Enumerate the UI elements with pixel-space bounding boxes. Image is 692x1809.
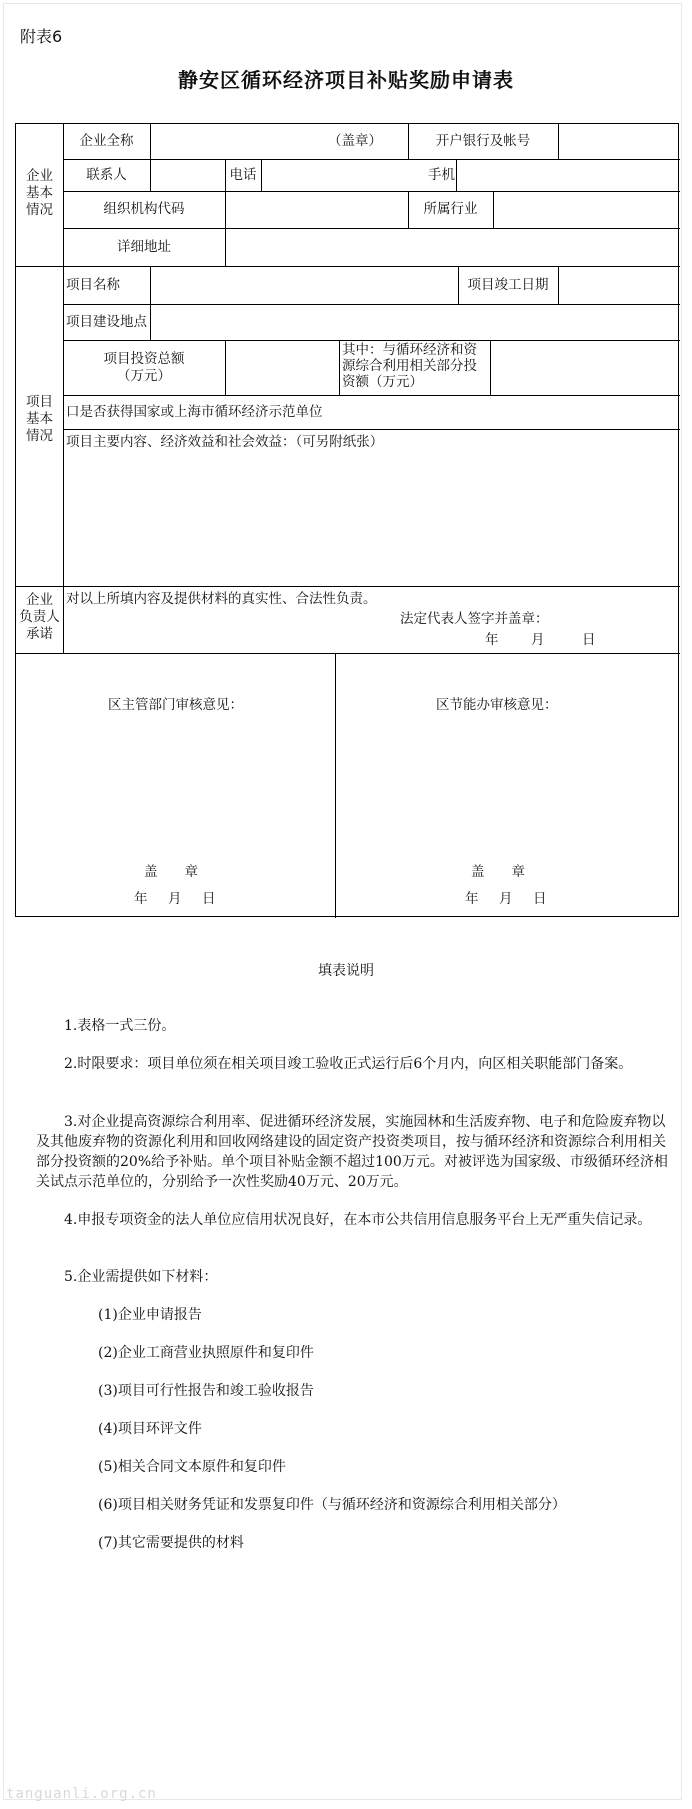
phone-label: 电话 (229, 167, 257, 183)
section-project-info: 项目 基本 情况 (26, 394, 53, 444)
form-title: 静安区循环经济项目补贴奖励申请表 (178, 68, 514, 92)
commitment-statement: 对以上所填内容及提供材料的真实性、合法性负责。 (66, 591, 377, 607)
project-location-label: 项目建设地点 (66, 314, 147, 330)
energy-office-review-month: 月 (499, 891, 513, 907)
material-item: (2)企业工商营业执照原件和复印件 (98, 1345, 314, 1361)
org-code-label: 组织机构代码 (103, 201, 185, 217)
total-investment-label: 项目投资总额 （万元） (103, 351, 185, 384)
instruction-item: 5.企业需提供如下材料： (64, 1269, 218, 1285)
instruction-item: 4.申报专项资金的法人单位应信用状况良好，在本市公共信用信息服务平台上无严重失信记录。 (64, 1212, 652, 1228)
address-label: 详细地址 (117, 239, 171, 255)
material-item: (3)项目可行性报告和竣工验收报告 (98, 1383, 314, 1399)
commitment-year: 年 (485, 632, 499, 648)
material-item: (7)其它需要提供的材料 (98, 1535, 244, 1551)
district-seal-label: 盖 章 (144, 864, 198, 880)
material-item: (6)项目相关财务凭证和发票复印件（与循环经济和资源综合利用相关部分） (98, 1497, 566, 1513)
material-item: (5)相关合同文本原件和复印件 (98, 1459, 286, 1475)
demo-unit-checkbox-label[interactable]: 口是否获得国家或上海市循环经济示范单位 (66, 404, 323, 420)
section-commitment: 企业 负责人 承诺 (19, 592, 60, 642)
district-review-year: 年 (134, 891, 148, 907)
energy-office-review-year: 年 (465, 891, 479, 907)
project-name-label: 项目名称 (66, 277, 120, 293)
instruction-item: 3.对企业提高资源综合利用率、促进循环经济发展，实施园林和生活废弃物、电子和危险废弃物以及其他废弃物的资源化利用和回收网络建设的固定资产投资类项目，按与循环经济和资源综合利用相关部分投资额的20%给予补贴。单个项目补贴金额不超过100万元。对被评选为国家级、市级循环经济相关试点示范单位的，分别给予一次性奖励40万元、20万元。 (36, 1114, 668, 1190)
district-dept-review-label: 区主管部门审核意见： (108, 697, 243, 713)
industry-label: 所属行业 (423, 201, 478, 217)
appendix-label: 附表6 (20, 27, 63, 46)
commitment-month: 月 (531, 632, 545, 648)
enterprise-name-label: 企业全称 (79, 133, 134, 149)
instructions-heading: 填表说明 (318, 963, 374, 979)
material-item: (1)企业申请报告 (98, 1307, 202, 1323)
district-review-month: 月 (168, 891, 182, 907)
material-item: (4)项目环评文件 (98, 1421, 202, 1437)
energy-office-seal-label: 盖 章 (471, 864, 525, 880)
commitment-day: 日 (582, 632, 596, 648)
watermark: tanguanli.org.cn (6, 1786, 157, 1802)
legal-rep-sign-label: 法定代表人签字并盖章： (400, 611, 549, 627)
circular-investment-label: 其中：与循环经济和资源综合利用相关部分投资额（万元） (342, 342, 477, 390)
completion-date-label: 项目竣工日期 (467, 277, 549, 293)
energy-office-review-label: 区节能办审核意见： (436, 697, 558, 713)
application-form-table (15, 123, 679, 917)
project-content-label: 项目主要内容、经济效益和社会效益：（可另附纸张） (66, 434, 384, 450)
seal-hint: （盖章） (328, 133, 382, 149)
instruction-item: 1.表格一式三份。 (64, 1018, 176, 1034)
energy-office-review-day: 日 (533, 891, 547, 907)
bank-account-label: 开户银行及帐号 (435, 133, 531, 149)
district-review-day: 日 (202, 891, 216, 907)
instruction-item: 2.时限要求：项目单位须在相关项目竣工验收正式运行后6个月内，向区相关职能部门备案。 (64, 1056, 633, 1072)
contact-person-label: 联系人 (86, 167, 127, 183)
section-enterprise-info: 企业 基本 情况 (26, 168, 53, 218)
mobile-label: 手机 (428, 167, 455, 183)
